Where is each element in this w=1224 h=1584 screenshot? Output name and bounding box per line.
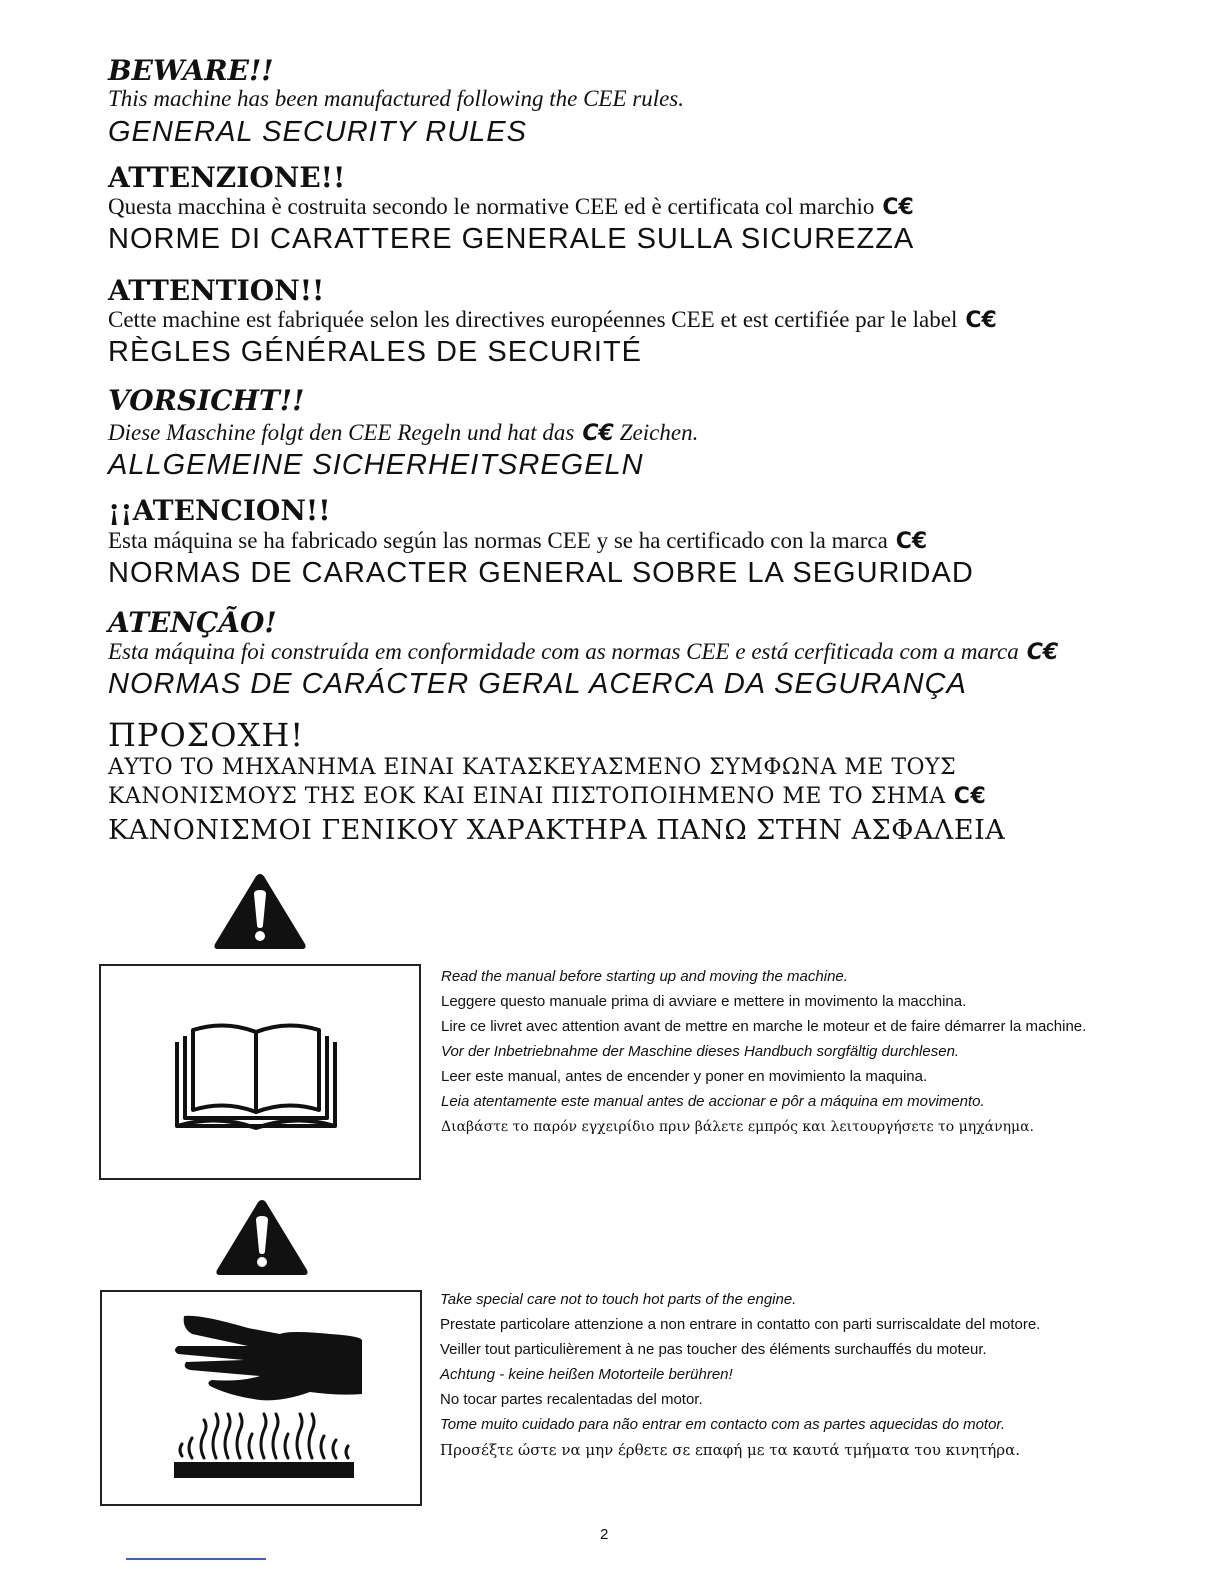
text-french-row bbox=[108, 307, 997, 333]
text-german-row bbox=[108, 420, 698, 446]
manual-pictogram-box bbox=[99, 964, 421, 1180]
text-french: Cette machine est fabriquée selon les directives européennes CEE et est certifiée par le label bbox=[108, 307, 958, 332]
ce-mark-icon: C€ bbox=[953, 784, 987, 809]
heading-greek: ΠΡΟΣΟΧΗ! bbox=[108, 716, 305, 754]
text-italian: Questa macchina è costruita secondo le normative CEE ed è certificata col marchio bbox=[108, 194, 875, 219]
manual-notice-it: Leggere questo manuale prima di avviare e mettere in movimento la macchina. bbox=[441, 993, 967, 1010]
text-italian-row bbox=[108, 194, 914, 220]
manual-notice-gr: Διαβάστε το παρόν εγχειρίδιο πριν βάλετε εμπρός και λειτουργήσετε το μηχάνημα. bbox=[441, 1119, 1035, 1135]
rule-french: RÈGLES GÉNÉRALES DE SECURITÉ bbox=[108, 336, 643, 368]
heading-english: BEWARE!! bbox=[108, 54, 274, 87]
page-number: 2 bbox=[600, 1526, 609, 1543]
rule-german: ALLGEMEINE SICHERHEITSREGELN bbox=[108, 449, 644, 481]
rule-spanish: NORMAS DE CARACTER GENERAL SOBRE LA SEGURIDAD bbox=[108, 557, 974, 589]
hot-parts-es: No tocar partes recalentadas del motor. bbox=[440, 1391, 703, 1408]
manual-notice-en: Read the manual before starting up and moving the machine. bbox=[441, 968, 848, 985]
hot-parts-notice-text bbox=[440, 1291, 1108, 1466]
manual-notice-fr: Lire ce livret avec attention avant de mettre en marche le moteur et de faire démarrer la machine. bbox=[441, 1018, 1087, 1035]
text-english: This machine has been manufactured following the CEE rules. bbox=[108, 86, 685, 111]
text-portuguese-row bbox=[108, 639, 1058, 665]
hot-parts-pictogram-box bbox=[100, 1290, 422, 1506]
ce-mark-icon: C€ bbox=[582, 421, 614, 446]
rule-portuguese: NORMAS DE CARÁCTER GERAL ACERCA DA SEGURANÇA bbox=[108, 668, 967, 700]
rule-italian: NORME DI CARATTERE GENERALE SULLA SICUREZZA bbox=[108, 223, 915, 255]
manual-notice-es: Leer este manual, antes de encender y poner en movimiento la maquina. bbox=[441, 1068, 928, 1085]
open-book-icon bbox=[171, 1014, 341, 1134]
hot-parts-gr: Προσέξτε ώστε να μην έρθετε σε επαφή με τα καυτά τμήματα του κινητήρα. bbox=[440, 1441, 1020, 1459]
manual-notice-text bbox=[441, 968, 1105, 1143]
text-german-after: Zeichen. bbox=[619, 420, 699, 445]
heading-spanish: ¡¡ATENCION!! bbox=[108, 494, 331, 527]
manual-notice-pt: Leia atentamente este manual antes de accionar e pôr a máquina em movimento. bbox=[441, 1093, 985, 1110]
text-spanish-row bbox=[108, 528, 927, 554]
rule-greek: ΚΑΝΟΝΙΣΜΟΙ ΓΕΝΙΚΟΥ ΧΑΡΑΚΤΗΡΑ ΠΑΝΩ ΣΤΗΝ ΑΣΦΑΛΕΙΑ bbox=[108, 815, 1006, 846]
hot-parts-fr: Veiller tout particulièrement à ne pas toucher des éléments surchauffés du moteur. bbox=[440, 1341, 987, 1358]
hot-parts-de: Achtung - keine heißen Motorteile berühren! bbox=[440, 1366, 733, 1383]
ce-mark-icon: C€ bbox=[965, 308, 997, 333]
hot-parts-it: Prestate particolare attenzione a non entrare in contatto con parti surriscaldate del motore. bbox=[440, 1316, 1041, 1333]
hot-parts-en: Take special care not to touch hot parts of the engine. bbox=[440, 1291, 797, 1308]
hot-parts-pt: Tome muito cuidado para não entrar em contacto com as partes aquecidas do motor. bbox=[440, 1416, 1006, 1433]
text-spanish: Esta máquina se ha fabricado según las normas CEE y se ha certificado con la marca bbox=[108, 528, 888, 553]
ce-mark-icon: C€ bbox=[1026, 640, 1059, 665]
heading-portuguese: ATENÇÃO! bbox=[108, 606, 277, 639]
text-portuguese: Esta máquina foi construída em conformidade com as normas CEE e está cerfiticada com a marca bbox=[108, 639, 1019, 664]
text-greek-row bbox=[108, 784, 986, 809]
text-greek-line2: ΚΑΝΟΝΙΣΜΟΥΣ ΤΗΣ ΕΟΚ ΚΑΙ ΕΙΝΑΙ ΠΙΣΤΟΠΟΙΗΜΕΝΟ ΜΕ ΤΟ ΣΗΜΑ bbox=[108, 784, 946, 809]
text-greek-line1: ΑΥΤΟ ΤΟ ΜΗΧΑΝΗΜΑ ΕΙΝΑΙ ΚΑΤΑΣΚΕΥΑΣΜΕΝΟ ΣΥΜΦΩΝΑ ΜΕ ΤΟΥΣ bbox=[108, 755, 957, 780]
ce-mark-icon: C€ bbox=[895, 529, 928, 554]
heading-french: ATTENTION!! bbox=[108, 274, 325, 307]
text-german-before: Diese Maschine folgt den CEE Regeln und hat das bbox=[108, 420, 575, 445]
footer-divider bbox=[126, 1558, 266, 1560]
rule-english: GENERAL SECURITY RULES bbox=[108, 116, 527, 148]
heading-italian: ATTENZIONE!! bbox=[108, 161, 346, 194]
ce-mark-icon: C€ bbox=[882, 195, 914, 220]
warning-triangle-icon bbox=[210, 870, 310, 952]
hand-heat-icon bbox=[170, 1310, 366, 1486]
heading-german: VORSICHT!! bbox=[108, 384, 305, 417]
manual-notice-de: Vor der Inbetriebnahme der Maschine dieses Handbuch sorgfältig durchlesen. bbox=[441, 1043, 960, 1060]
warning-triangle-icon bbox=[212, 1196, 312, 1278]
